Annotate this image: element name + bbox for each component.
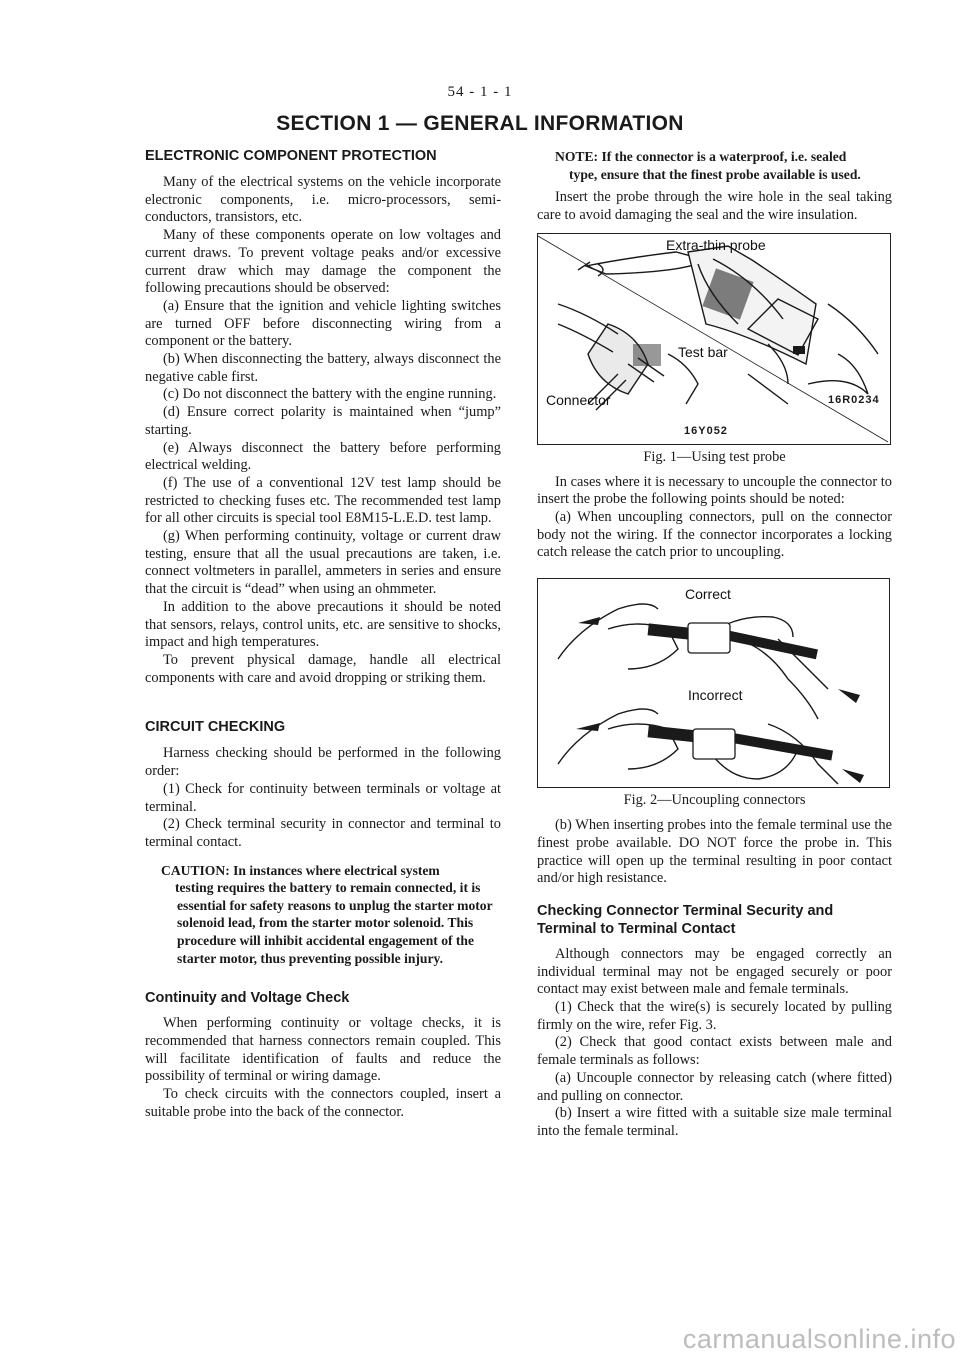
ecp-heading: ELECTRONIC COMPONENT PROTECTION (145, 148, 437, 164)
figure-1-caption: Fig. 1—Using test probe (643, 448, 786, 465)
right-column (537, 148, 892, 1141)
probe-insert-paragraph: (b) When inserting probes into the female terminal use the finest probe available. DO NOT force the probe in. This practice will open up the terminal resulting in poor contact and/or high resistance. (537, 817, 892, 887)
security-heading: Checking Connector Terminal Security and Terminal to Terminal Contact (537, 902, 834, 937)
left-column (145, 148, 501, 1121)
uncouple-paragraph: In cases where it is necessary to uncouple the connector to insert the probe the following points should be noted: (537, 473, 892, 508)
continuity-paragraph: When performing continuity or voltage checks, it is recommended that harness connectors remain coupled. This will facilitate identification of faults and reduce the possibility of terminal or wiring damage. (145, 1015, 501, 1085)
caution-note (163, 862, 501, 968)
note (537, 148, 892, 183)
figure-2-uncoupling (537, 578, 890, 788)
label-test-bar: Test bar (678, 343, 728, 360)
ecp-paragraph: Many of these components operate on low voltages and current draws. To prevent voltage peaks and/or excessive current draw which may damage the component the following precautions should be observed: (145, 227, 501, 297)
figure-code-a: 16R0234 (828, 393, 880, 406)
label-incorrect: Incorrect (688, 687, 743, 704)
label-connector: Connector (546, 391, 611, 408)
uncouple-paragraph: (a) When uncoupling connectors, pull on the connector body not the wiring. If the connector incorporates a locking catch release the catch prior to uncoupling. (537, 509, 892, 561)
security-paragraph: (2) Check that good contact exists between male and female terminals as follows: (537, 1034, 892, 1069)
ecp-paragraph: Many of the electrical systems on the vehicle incorporate electronic components, i.e. micro-processors, semi-conductors, transistors, etc. (145, 174, 501, 226)
label-correct: Correct (685, 586, 731, 603)
security-paragraph: (1) Check that the wire(s) is securely located by pulling firmly on the wire, refer Fig. 3. (537, 999, 892, 1033)
continuity-paragraph: To check circuits with the connectors coupled, insert a suitable probe into the back of the connector. (145, 1085, 501, 1120)
continuity-heading: Continuity and Voltage Check (145, 990, 350, 1007)
figure-code-b: 16Y052 (684, 424, 728, 437)
probe-paragraph: Insert the probe through the wire hole in the seal taking care to avoid damaging the seal and the wire insulation. (537, 189, 892, 223)
ecp-paragraph: (e) Always disconnect the battery before performing electrical welding. (145, 439, 501, 474)
caution-body: testing requires the battery to remain connected, it is essential for safety reasons to unplug the starter motor solenoid lead, from the starter motor solenoid. This procedure will inhibit accidental engagement of the starter motor, thus preventing possible injury. (175, 880, 493, 966)
circuit-paragraph: (1) Check for continuity between terminals or voltage at terminal. (145, 780, 501, 815)
ecp-paragraph: (b) When disconnecting the battery, always disconnect the negative cable first. (145, 351, 501, 385)
circuit-paragraph: Harness checking should be performed in the following order: (145, 745, 501, 780)
ecp-paragraph: In addition to the above precautions it should be noted that sensors, relays, control units, etc. are sensitive to shocks, impact and high temperatures. (145, 598, 501, 651)
page-number: 54 - 1 - 1 (447, 84, 513, 100)
ecp-paragraph: To prevent physical damage, handle all electrical components with care and avoid dropping or striking them. (145, 651, 501, 686)
ecp-paragraph: (d) Ensure correct polarity is maintained when “jump” starting. (145, 404, 501, 438)
ecp-paragraph: (f) The use of a conventional 12V test lamp should be restricted to checking fuses etc. The recommended test lamp for all other circuits is special tool E8M15-L.E.D. test lamp. (145, 474, 501, 527)
figure-2-caption: Fig. 2—Uncoupling connectors (623, 792, 806, 809)
watermark: carmanualsonline.info (682, 1324, 956, 1354)
label-extra-thin-probe: Extra-thin probe (666, 236, 766, 253)
ecp-paragraph: (g) When performing continuity, voltage or current draw testing, ensure that all the usual precautions are taken, i.e. connect voltmeters in parallel, ammeters in series and ensure that the circuit is “dead” when using an ohmmeter. (145, 528, 501, 598)
circuit-heading: CIRCUIT CHECKING (145, 719, 286, 736)
security-paragraph: (b) Insert a wire fitted with a suitable size male terminal into the female terminal. (537, 1105, 892, 1139)
figure-1-test-probe (537, 233, 891, 445)
note-lead: NOTE: If the connector is a waterproof, i.e. sealed (555, 149, 847, 164)
section-title: SECTION 1 — GENERAL INFORMATION (276, 112, 684, 135)
ecp-paragraph: (c) Do not disconnect the battery with the engine running. (163, 386, 497, 403)
uncoupling-illustration (538, 579, 889, 787)
caution-lead: CAUTION: In instances where electrical system (161, 862, 440, 878)
security-paragraph: Although connectors may be engaged correctly an individual terminal may not be engaged securely or poor contact may exist between male and female terminals. (537, 945, 892, 998)
circuit-paragraph: (2) Check terminal security in connector and terminal to terminal contact. (145, 816, 501, 850)
note-body: type, ensure that the finest probe available is used. (569, 166, 861, 182)
ecp-paragraph: (a) Ensure that the ignition and vehicle lighting switches are turned OFF before disconnecting wiring from a component or the battery. (145, 297, 501, 350)
security-paragraph: (a) Uncouple connector by releasing catch (where fitted) and pulling on connector. (537, 1069, 892, 1104)
test-probe-illustration (538, 234, 890, 444)
